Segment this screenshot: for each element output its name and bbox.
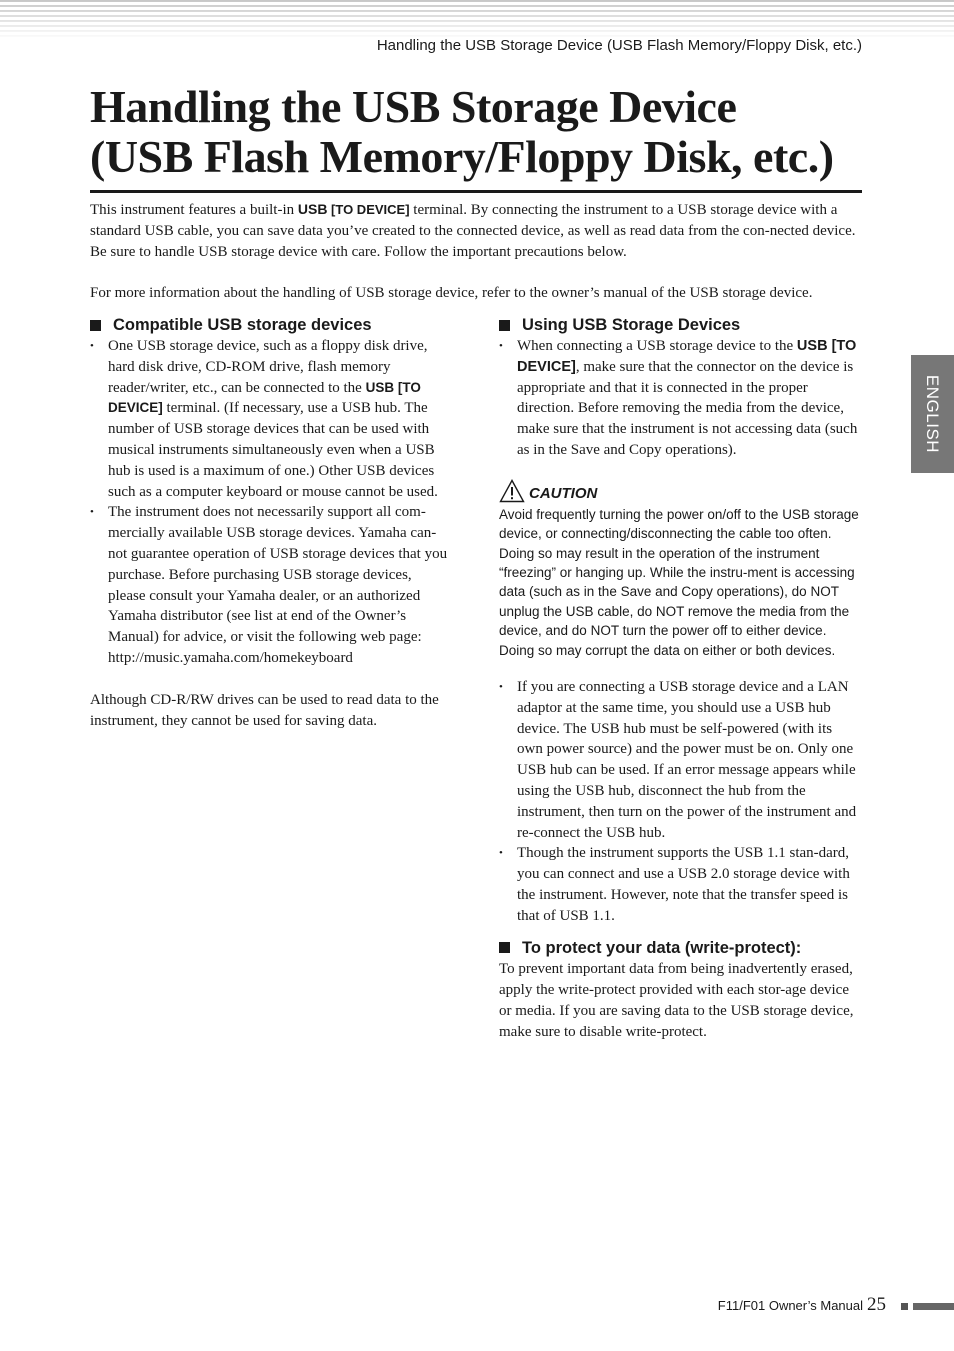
compatible-note: Although CD-R/RW drives can be used to read data to the instrument, they cannot be used for saving data. <box>90 691 439 729</box>
intro-paragraph <box>90 199 862 263</box>
language-tab-label: ENGLISH <box>923 374 943 454</box>
header-stripes <box>0 0 954 38</box>
footer-manual-name: F11/F01 Owner’s Manual <box>717 1298 863 1313</box>
warning-triangle-icon <box>499 479 525 503</box>
compatible-b1-text-b: terminal. (If necessary, use a USB hub. The number of USB storage devices that can be used with musical instruments simultaneously even when a USB hub is used is a maximum of one.) Other USB devices such as a computer keyboard or mouse cannot be used. <box>108 400 438 500</box>
footer-bar-mark <box>913 1303 954 1310</box>
page-title <box>90 82 862 193</box>
using-b1-term: USB [TO DEVICE] <box>517 338 857 375</box>
using-list <box>499 336 861 461</box>
left-column <box>90 314 452 732</box>
compatible-b1-term: USB [TO DEVICE] <box>108 379 421 416</box>
using-heading <box>499 314 861 336</box>
caution-heading <box>499 477 861 503</box>
page-title-line2: (USB Flash Memory/Floppy Disk, etc.) <box>90 131 834 182</box>
right-column <box>499 314 861 1043</box>
compatible-heading-text: Compatible USB storage devices <box>113 316 372 334</box>
using-list-continued <box>499 677 861 927</box>
list-item: • If you are connecting a USB storage device and a LAN adaptor at the same time, you should use a USB hub device. The USB hub must be self-powered (with its own power source) and the power must be on. Only one USB hub can be used. If an error message appears while using the USB hub, disconnect the hub from the instrument, then turn on the power of the instrument and re-connect the USB hub. <box>499 677 861 843</box>
page-number: 25 <box>867 1294 886 1315</box>
protect-text: To prevent important data from being inadvertently erased, apply the write-protect provided with each stor-age device or media. If you are saving data to the USB storage device, make sure to disable write-protect. <box>499 960 854 1040</box>
page-footer <box>718 1294 886 1316</box>
intro-more-info: For more information about the handling of USB storage device, refer to the owner’s manual of the USB storage device. <box>90 285 813 301</box>
compatible-list <box>90 336 452 669</box>
compatible-heading <box>90 314 452 336</box>
using-b1-text-b: , make sure that the connector on the device is appropriate and that it is connected in the proper direction. Before removing the media from the device, make sure that the instrument is not accessing data (such as in the Save and Copy operations). <box>517 358 858 458</box>
list-item <box>90 336 452 502</box>
footer-marker <box>901 1303 954 1311</box>
intro-todevice-term: [TO DEVICE] <box>327 202 410 217</box>
list-item: • Though the instrument supports the USB 1.1 stan-dard, you can connect and use a USB 2.0 storage device with the instrument. However, note that the transfer speed is that of USB 1.1. <box>499 843 861 926</box>
compatible-b1-text-a: One USB storage device, such as a floppy disk drive, hard disk drive, CD-ROM drive, flash memory reader/writer, etc., can be connected to the <box>108 338 428 396</box>
caution-text: Avoid frequently turning the power on/off to the USB storage device, or connecting/disconnecting the cable too often. Doing so may result in the operation of the instrument “freezing” or hanging up. While the instru-ment is accessing data (such as in the Save and Copy operations), do NOT unplug the USB cable, do NOT remove the media from the device, and do NOT turn the power off to either device. Doing so may corrupt the data on either or both devices. <box>499 506 859 658</box>
intro-text-b: terminal. By connecting the instrument to a USB storage device with a standard USB cable, you can save data you’ve created to the connected device, as well as read data from the con-nected device. Be sure to handle USB storage device with care. Follow the important precautions below. <box>90 202 856 260</box>
intro-usb-term: USB <box>297 201 328 217</box>
square-bullet-icon <box>90 320 101 331</box>
protect-heading-text: To protect your data (write-protect): <box>522 938 802 957</box>
protect-heading <box>499 937 861 959</box>
caution-label: CAUTION <box>529 484 598 502</box>
square-bullet-icon <box>499 320 510 331</box>
page-title-line1: Handling the USB Storage Device <box>90 81 737 132</box>
square-bullet-icon <box>499 942 510 953</box>
footer-square-mark <box>901 1303 908 1310</box>
language-tab <box>911 355 954 473</box>
running-header: Handling the USB Storage Device (USB Flash Memory/Floppy Disk, etc.) <box>376 37 862 54</box>
list-item <box>499 336 861 461</box>
using-b1-text-a: When connecting a USB storage device to the <box>517 338 797 354</box>
using-heading-text: Using USB Storage Devices <box>522 316 741 334</box>
intro-text-a: This instrument features a built-in <box>90 202 298 218</box>
list-item: • The instrument does not necessarily support all com-mercially available USB storage devices. Yamaha can-not guarantee operation of USB storage devices that you purchase. Before purchasing USB storage devices, please consult your Yamaha dealer, or an authorized Yamaha distributor (see list at end of the Owner’s Manual) for advice, or visit the following web page: http://music.yamaha.com/homekeyboard <box>90 502 452 668</box>
